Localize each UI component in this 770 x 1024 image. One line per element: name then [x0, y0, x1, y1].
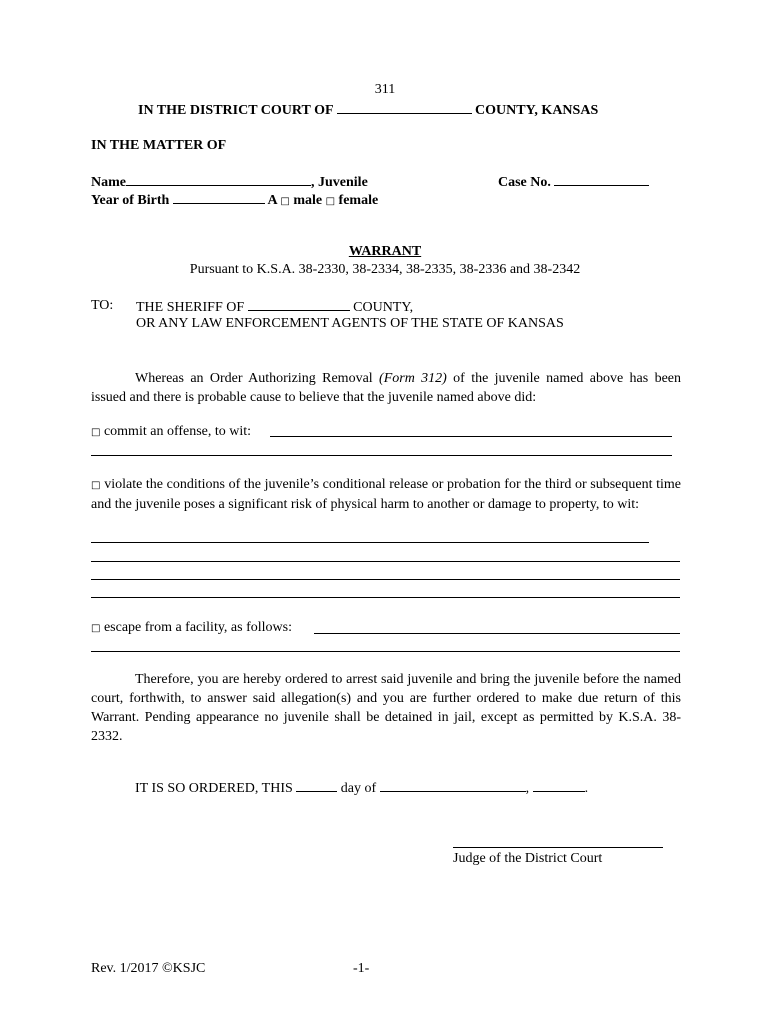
to-label: TO:: [91, 298, 114, 313]
commit-line-1[interactable]: [270, 436, 672, 437]
month-field[interactable]: [380, 779, 526, 792]
warrant-title: WARRANT: [348, 244, 422, 259]
violate-line-3[interactable]: [91, 579, 680, 580]
agents-line: OR ANY LAW ENFORCEMENT AGENTS OF THE STATE OF KANSAS: [136, 316, 564, 331]
violate-checkbox[interactable]: □: [91, 480, 101, 491]
violate-line-2[interactable]: [91, 561, 680, 562]
escape-line-1[interactable]: [314, 633, 680, 634]
case-number-field[interactable]: [554, 173, 649, 186]
order-comma: ,: [525, 781, 530, 796]
name-field[interactable]: [126, 173, 311, 186]
violate-line-1[interactable]: [91, 542, 649, 543]
male-label: male: [293, 193, 323, 208]
whereas-paragraph: [91, 369, 681, 407]
commit-label: commit an offense, to wit:: [103, 424, 252, 439]
order-line: [135, 779, 588, 797]
sheriff-prefix: THE SHERIFF OF: [136, 300, 245, 315]
commit-checkbox[interactable]: □: [91, 427, 101, 438]
juvenile-label: , Juvenile: [311, 175, 368, 190]
whereas-part2: of the juvenile named above has been issued and there is probable cause to believe that the juvenile named above did:: [91, 371, 681, 405]
revision-footer: Rev. 1/2017 ©KSJC: [91, 961, 206, 976]
dob-row: [91, 191, 378, 209]
judge-signature-line[interactable]: [453, 847, 663, 848]
escape-label: escape from a facility, as follows:: [103, 620, 292, 635]
whereas-part1: Whereas an Order Authorizing Removal: [135, 371, 380, 386]
name-row: [91, 173, 368, 191]
order-period: .: [584, 781, 589, 796]
matter-heading: IN THE MATTER OF: [91, 138, 227, 153]
day-of-label: day of: [340, 781, 377, 796]
statute-line: Pursuant to K.S.A. 38-2330, 38-2334, 38-2335, 38-2336 and 38-2342: [189, 262, 581, 277]
sheriff-line: [136, 298, 413, 316]
case-row: [498, 173, 649, 191]
court-heading: [138, 101, 598, 119]
judge-label: Judge of the District Court: [453, 851, 603, 866]
page-number: -1-: [353, 961, 370, 976]
violate-option: [91, 475, 681, 514]
order-prefix: IT IS SO ORDERED, THIS: [135, 781, 293, 796]
day-field[interactable]: [296, 779, 337, 792]
escape-option: [91, 620, 292, 636]
commit-option: [91, 424, 251, 440]
sheriff-county-field[interactable]: [248, 298, 350, 311]
form-reference: (Form 312): [379, 371, 447, 386]
court-prefix: IN THE DISTRICT COURT OF: [138, 103, 334, 118]
escape-checkbox[interactable]: □: [91, 623, 101, 634]
violate-label: violate the conditions of the juvenile’s conditional release or probation for the third or subsequent time and the juvenile poses a significant risk of physical harm to another or damage to property, to wit:: [91, 477, 682, 512]
court-suffix: COUNTY, KANSAS: [475, 103, 599, 118]
year-field[interactable]: [533, 779, 585, 792]
escape-line-2[interactable]: [91, 651, 680, 652]
commit-line-2[interactable]: [91, 455, 672, 456]
county-field[interactable]: [337, 101, 472, 114]
female-checkbox[interactable]: □: [325, 196, 336, 207]
sheriff-suffix: COUNTY,: [353, 300, 414, 315]
dob-field[interactable]: [173, 191, 265, 204]
form-number: 311: [374, 82, 396, 97]
dob-label: Year of Birth: [91, 193, 170, 208]
female-label: female: [338, 193, 379, 208]
case-label: Case No.: [498, 175, 551, 190]
violate-line-4[interactable]: [91, 597, 680, 598]
male-checkbox[interactable]: □: [280, 196, 290, 207]
therefore-paragraph: Therefore, you are hereby ordered to arrest said juvenile and bring the juvenile before the named court, forthwith, to answer said allegation(s) and you are further ordered to make due return of this Warrant. Pending appearance no juvenile shall be detained in jail, except as permitted by K.S.A. 38-2332.: [91, 672, 681, 744]
name-label: Name: [91, 175, 126, 190]
a-label: A: [267, 193, 277, 208]
